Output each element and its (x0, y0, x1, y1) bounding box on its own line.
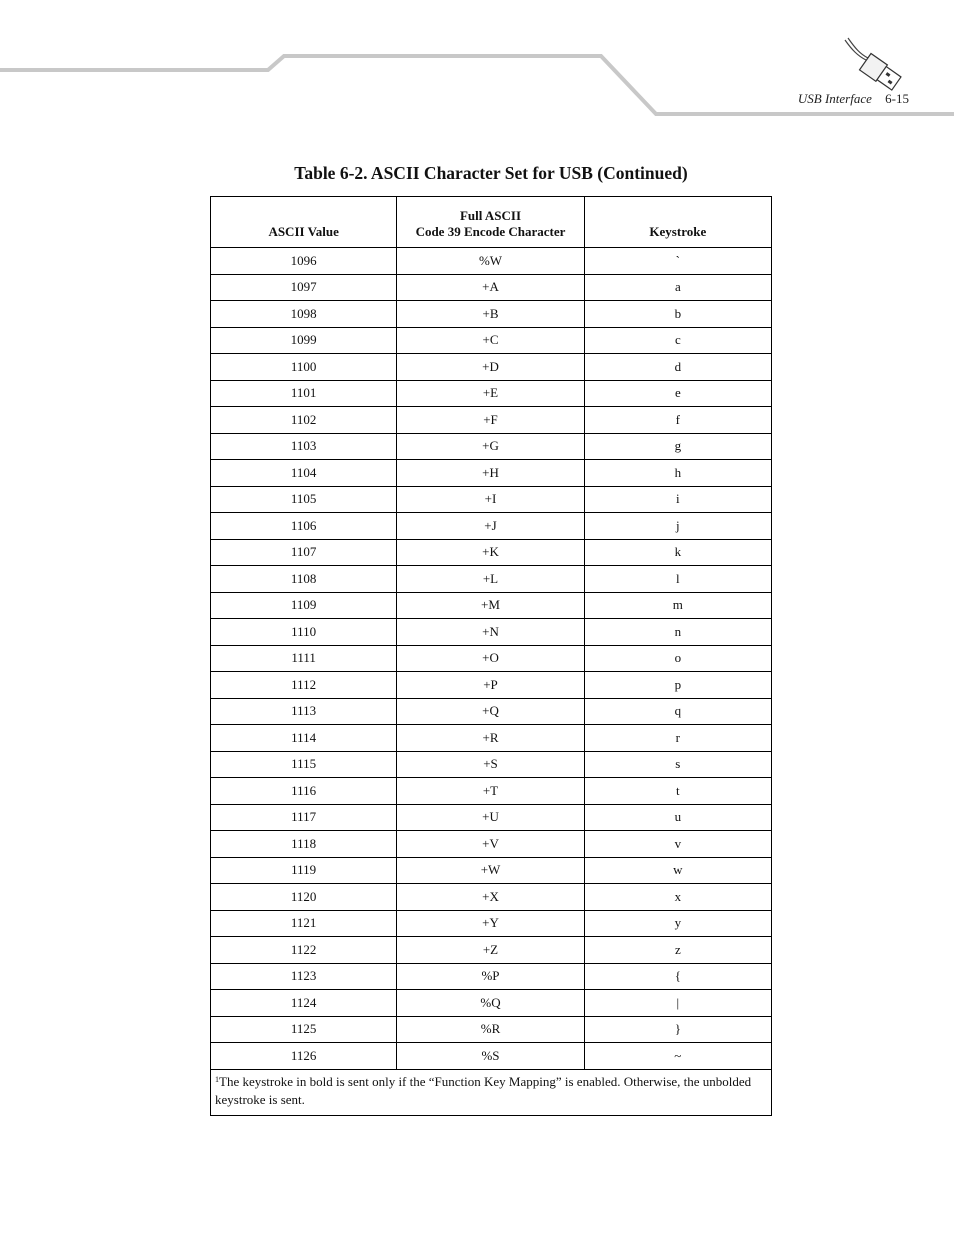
section-name: USB Interface (797, 91, 872, 106)
footnote-marker: 1 (215, 1074, 219, 1084)
column-header-keystroke (584, 197, 771, 248)
keystroke-cell: p (584, 672, 771, 699)
column-header-line: ASCII Value (268, 224, 339, 239)
code39-cell: +T (397, 778, 584, 805)
keystroke-cell: i (584, 486, 771, 513)
code39-cell: +B (397, 301, 584, 328)
table-row (211, 1043, 772, 1070)
table-row (211, 884, 772, 911)
ascii-table (210, 196, 772, 1116)
ascii-value-cell: 1119 (211, 857, 397, 884)
column-header-ascii-value (211, 197, 397, 248)
ascii-value-cell: 1102 (211, 407, 397, 434)
code39-cell: +P (397, 672, 584, 699)
keystroke-cell: ~ (584, 1043, 771, 1070)
table-title: Table 6-2. ASCII Character Set for USB (Continued) (294, 163, 688, 183)
table-row (211, 486, 772, 513)
keystroke-cell: n (584, 619, 771, 646)
column-header-line: Full ASCII (459, 208, 522, 223)
table-row (211, 433, 772, 460)
keystroke-cell: l (584, 566, 771, 593)
ascii-value-cell: 1126 (211, 1043, 397, 1070)
code39-cell: +K (397, 539, 584, 566)
keystroke-cell: x (584, 884, 771, 911)
column-header-code39 (397, 197, 584, 248)
code39-cell: +Y (397, 910, 584, 937)
keystroke-cell: c (584, 327, 771, 354)
column-header-line: Keystroke (649, 224, 707, 239)
table-row (211, 963, 772, 990)
keystroke-cell: q (584, 698, 771, 725)
ascii-value-cell: 1113 (211, 698, 397, 725)
ascii-value-cell: 1104 (211, 460, 397, 487)
code39-cell: +Q (397, 698, 584, 725)
ascii-value-cell: 1122 (211, 937, 397, 964)
keystroke-cell: k (584, 539, 771, 566)
code39-cell: %S (397, 1043, 584, 1070)
ascii-value-cell: 1123 (211, 963, 397, 990)
keystroke-cell: z (584, 937, 771, 964)
table-row (211, 990, 772, 1017)
ascii-value-cell: 1125 (211, 1016, 397, 1043)
keystroke-cell: d (584, 354, 771, 381)
keystroke-cell: b (584, 301, 771, 328)
code39-cell: +U (397, 804, 584, 831)
ascii-value-cell: 1108 (211, 566, 397, 593)
ascii-value-cell: 1118 (211, 831, 397, 858)
ascii-value-cell: 1100 (211, 354, 397, 381)
running-head (798, 91, 909, 107)
footnote-cell (211, 1069, 772, 1115)
code39-cell: +X (397, 884, 584, 911)
code39-cell: %W (397, 248, 584, 275)
code39-cell: +N (397, 619, 584, 646)
keystroke-cell: | (584, 990, 771, 1017)
ascii-value-cell: 1105 (211, 486, 397, 513)
code39-cell: +Z (397, 937, 584, 964)
keystroke-cell: s (584, 751, 771, 778)
keystroke-cell: } (584, 1016, 771, 1043)
code39-cell: +W (397, 857, 584, 884)
code39-cell: +G (397, 433, 584, 460)
table-row (211, 804, 772, 831)
code39-cell: +I (397, 486, 584, 513)
table-header-row (211, 197, 772, 248)
keystroke-cell: a (584, 274, 771, 301)
code39-cell: +D (397, 354, 584, 381)
header-decoration (0, 0, 954, 130)
footnote-text: The keystroke in bold is sent only if the “Function Key Mapping” is enabled. Otherwise, the unbolded keystroke is sent. (215, 1073, 752, 1107)
keystroke-cell: f (584, 407, 771, 434)
ascii-value-cell: 1121 (211, 910, 397, 937)
table-row (211, 751, 772, 778)
table-row (211, 831, 772, 858)
keystroke-cell: u (584, 804, 771, 831)
ascii-value-cell: 1107 (211, 539, 397, 566)
table-row (211, 1016, 772, 1043)
keystroke-cell: r (584, 725, 771, 752)
table-row (211, 778, 772, 805)
ascii-value-cell: 1098 (211, 301, 397, 328)
usb-plug-icon (845, 38, 902, 92)
keystroke-cell: e (584, 380, 771, 407)
table-row (211, 327, 772, 354)
code39-cell: +E (397, 380, 584, 407)
code39-cell: %R (397, 1016, 584, 1043)
ascii-value-cell: 1117 (211, 804, 397, 831)
code39-cell: +A (397, 274, 584, 301)
table-row (211, 380, 772, 407)
table-row (211, 566, 772, 593)
ascii-value-cell: 1109 (211, 592, 397, 619)
table-row (211, 274, 772, 301)
code39-cell: +M (397, 592, 584, 619)
table-row (211, 407, 772, 434)
keystroke-cell: ` (584, 248, 771, 275)
ascii-value-cell: 1097 (211, 274, 397, 301)
ascii-value-cell: 1096 (211, 248, 397, 275)
ascii-value-cell: 1114 (211, 725, 397, 752)
keystroke-cell: m (584, 592, 771, 619)
table-body (211, 248, 772, 1070)
code39-cell: +H (397, 460, 584, 487)
keystroke-cell: y (584, 910, 771, 937)
code39-cell: %P (397, 963, 584, 990)
ascii-value-cell: 1115 (211, 751, 397, 778)
code39-cell: +V (397, 831, 584, 858)
table-row (211, 937, 772, 964)
ascii-value-cell: 1124 (211, 990, 397, 1017)
table-row (211, 725, 772, 752)
code39-cell: +J (397, 513, 584, 540)
table-row (211, 910, 772, 937)
ascii-value-cell: 1103 (211, 433, 397, 460)
keystroke-cell: w (584, 857, 771, 884)
keystroke-cell: v (584, 831, 771, 858)
keystroke-cell: g (584, 433, 771, 460)
ascii-value-cell: 1112 (211, 672, 397, 699)
code39-cell: +C (397, 327, 584, 354)
footnote-row (211, 1069, 772, 1115)
table-row (211, 354, 772, 381)
keystroke-cell: h (584, 460, 771, 487)
ascii-value-cell: 1111 (211, 645, 397, 672)
keystroke-cell: t (584, 778, 771, 805)
keystroke-cell: { (584, 963, 771, 990)
code39-cell: +L (397, 566, 584, 593)
table-row (211, 592, 772, 619)
ascii-value-cell: 1120 (211, 884, 397, 911)
ascii-value-cell: 1106 (211, 513, 397, 540)
code39-cell: +S (397, 751, 584, 778)
table-row (211, 857, 772, 884)
page-number: 6-15 (885, 91, 909, 106)
code39-cell: +O (397, 645, 584, 672)
table-row (211, 539, 772, 566)
keystroke-cell: j (584, 513, 771, 540)
table-row (211, 301, 772, 328)
ascii-value-cell: 1101 (211, 380, 397, 407)
keystroke-cell: o (584, 645, 771, 672)
ascii-value-cell: 1116 (211, 778, 397, 805)
code39-cell: %Q (397, 990, 584, 1017)
table-row (211, 460, 772, 487)
table-row (211, 619, 772, 646)
ascii-value-cell: 1110 (211, 619, 397, 646)
table-row (211, 672, 772, 699)
table-row (211, 513, 772, 540)
code39-cell: +F (397, 407, 584, 434)
code39-cell: +R (397, 725, 584, 752)
table-row (211, 698, 772, 725)
table-row (211, 645, 772, 672)
ascii-value-cell: 1099 (211, 327, 397, 354)
table-row (211, 248, 772, 275)
column-header-line: Code 39 Encode Character (415, 224, 566, 239)
